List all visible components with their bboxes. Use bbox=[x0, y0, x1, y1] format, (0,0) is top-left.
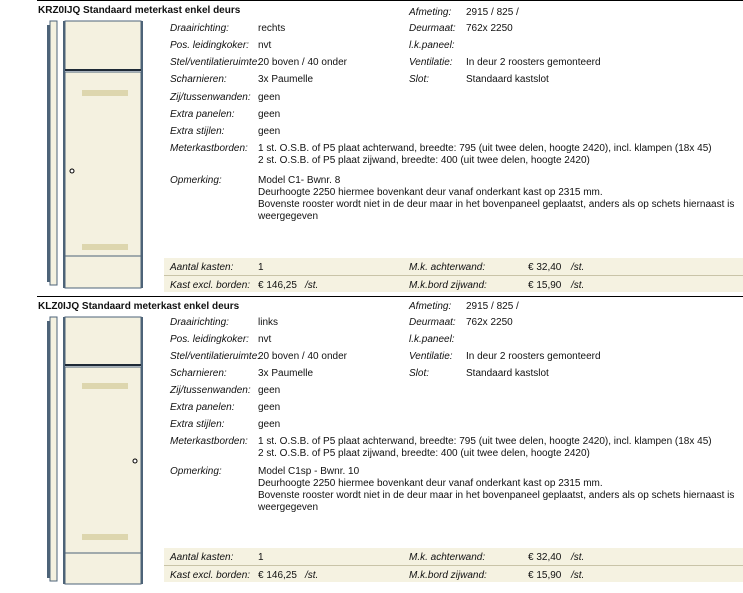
value-leidingkoker: nvt bbox=[258, 40, 272, 51]
value-slot: Standaard kastslot bbox=[466, 74, 549, 85]
value-tussenwanden: geen bbox=[258, 92, 281, 103]
label-leidingkoker: Pos. leidingkoker: bbox=[170, 334, 249, 345]
value-extra-stijlen: geen bbox=[258, 419, 281, 430]
label-ventilatie: Ventilatie: bbox=[409, 351, 453, 362]
label-mk-achterwand: M.k. achterwand: bbox=[409, 262, 486, 273]
value-ventilatie: In deur 2 roosters gemonteerd bbox=[466, 351, 601, 362]
label-draairichting: Draairichting: bbox=[170, 317, 229, 328]
label-aantal-kasten: Aantal kasten: bbox=[170, 552, 234, 563]
label-slot: Slot: bbox=[409, 74, 430, 85]
label-opmerking: Opmerking: bbox=[170, 175, 222, 186]
meterkastborden-list bbox=[258, 436, 738, 460]
label-afmeting: Afmeting: bbox=[409, 7, 452, 18]
value-afmeting: 2915 / 825 / bbox=[466, 301, 519, 312]
section-divider bbox=[37, 0, 743, 1]
opmerking-text bbox=[258, 175, 738, 223]
value-aantal-kasten: 1 bbox=[258, 552, 264, 563]
label-extra-stijlen: Extra stijlen: bbox=[170, 126, 225, 137]
unit-mk-achterwand: /st. bbox=[571, 262, 585, 273]
label-opmerking: Opmerking: bbox=[170, 466, 222, 477]
label-mk-achterwand: M.k. achterwand: bbox=[409, 552, 486, 563]
vent-grille-icon bbox=[82, 90, 128, 96]
label-scharnieren: Scharnieren: bbox=[170, 368, 227, 379]
value-extra-panelen: geen bbox=[258, 402, 281, 413]
label-lk-paneel: l.k.paneel: bbox=[409, 40, 455, 51]
opmerking-line: Deurhoogte 2250 hiermee bovenkant deur vanaf onderkant kast op 2315 mm. bbox=[258, 187, 603, 198]
label-extra-panelen: Extra panelen: bbox=[170, 402, 235, 413]
meterkastborden-list bbox=[258, 143, 738, 167]
cabinet-drawing-left-hinged bbox=[36, 313, 162, 591]
value-ventilatieruimte: 20 boven / 40 onder bbox=[258, 57, 347, 68]
borden-line: 2 st. O.S.B. of P5 plaat zijwand, breedte: 400 (uit twee delen, hoogte 2420) bbox=[258, 448, 590, 459]
opmerking-line: Model C1- Bwnr. 8 bbox=[258, 175, 341, 186]
unit-mk-bord-zijwand: /st. bbox=[571, 280, 585, 291]
value-leidingkoker: nvt bbox=[258, 334, 272, 345]
value-deurmaat: 762x 2250 bbox=[466, 23, 513, 34]
value-extra-panelen: geen bbox=[258, 109, 281, 120]
opmerking-line: Bovenste rooster wordt niet in de deur maar in het bovenpaneel geplaatst, anders als op schets hiernaast is weergegeven bbox=[258, 199, 735, 222]
borden-line: 1 st. O.S.B. of P5 plaat achterwand, breedte: 795 (uit twee delen, hoogte 2420), incl. klampen (18x 45) bbox=[258, 436, 712, 447]
vent-grille-icon bbox=[82, 383, 128, 389]
price-mk-bord-zijwand: € 15,90 bbox=[528, 570, 562, 581]
value-aantal-kasten: 1 bbox=[258, 262, 264, 273]
value-ventilatieruimte: 20 boven / 40 onder bbox=[258, 351, 347, 362]
cabinet-drawing-right-hinged bbox=[36, 17, 162, 295]
label-kast-excl-borden: Kast excl. borden: bbox=[170, 280, 251, 291]
vent-grille-icon bbox=[82, 244, 128, 250]
value-draairichting: rechts bbox=[258, 23, 286, 34]
price-mk-bord-zijwand: € 15,90 bbox=[528, 280, 562, 291]
unit-mk-bord-zijwand: /st. bbox=[571, 570, 585, 581]
value-afmeting: 2915 / 825 / bbox=[466, 7, 519, 18]
section-title: KRZ0IJQ Standaard meterkast enkel deurs bbox=[38, 5, 241, 16]
label-tussenwanden: Zij/tussenwanden: bbox=[170, 92, 251, 103]
label-ventilatie: Ventilatie: bbox=[409, 57, 453, 68]
door-lock-icon bbox=[70, 169, 74, 173]
value-draairichting: links bbox=[258, 317, 279, 328]
label-extra-stijlen: Extra stijlen: bbox=[170, 419, 225, 430]
value-tussenwanden: geen bbox=[258, 385, 281, 396]
label-slot: Slot: bbox=[409, 368, 430, 379]
price-mk-achterwand: € 32,40 bbox=[528, 552, 562, 563]
label-meterkastborden: Meterkastborden: bbox=[170, 436, 248, 447]
label-aantal-kasten: Aantal kasten: bbox=[170, 262, 234, 273]
label-deurmaat: Deurmaat: bbox=[409, 317, 456, 328]
label-deurmaat: Deurmaat: bbox=[409, 23, 456, 34]
label-extra-panelen: Extra panelen: bbox=[170, 109, 235, 120]
product-section-krz0ijq bbox=[0, 0, 743, 296]
section-title: KLZ0IJQ Standaard meterkast enkel deurs bbox=[38, 301, 240, 312]
borden-line: 2 st. O.S.B. of P5 plaat zijwand, breedte: 400 (uit twee delen, hoogte 2420) bbox=[258, 155, 590, 166]
opmerking-line: Model C1sp - Bwnr. 10 bbox=[258, 466, 360, 477]
unit-kast-excl-borden: /st. bbox=[305, 280, 319, 291]
value-deurmaat: 762x 2250 bbox=[466, 317, 513, 328]
borden-line: 1 st. O.S.B. of P5 plaat achterwand, breedte: 795 (uit twee delen, hoogte 2420), incl. klampen (18x 45) bbox=[258, 143, 712, 154]
unit-mk-achterwand: /st. bbox=[571, 552, 585, 563]
door-lock-icon bbox=[133, 459, 137, 463]
value-ventilatie: In deur 2 roosters gemonteerd bbox=[466, 57, 601, 68]
section-divider bbox=[37, 296, 743, 297]
opmerking-text bbox=[258, 466, 738, 514]
unit-kast-excl-borden: /st. bbox=[305, 570, 319, 581]
label-mk-bord-zijwand: M.k.bord zijwand: bbox=[409, 280, 487, 291]
price-kast-excl-borden: € 146,25 bbox=[258, 280, 297, 291]
vent-grille-icon bbox=[82, 534, 128, 540]
label-kast-excl-borden: Kast excl. borden: bbox=[170, 570, 251, 581]
label-afmeting: Afmeting: bbox=[409, 301, 452, 312]
opmerking-line: Bovenste rooster wordt niet in de deur maar in het bovenpaneel geplaatst, anders als op schets hiernaast is weergegeven bbox=[258, 490, 735, 513]
label-leidingkoker: Pos. leidingkoker: bbox=[170, 40, 249, 51]
label-draairichting: Draairichting: bbox=[170, 23, 229, 34]
value-slot: Standaard kastslot bbox=[466, 368, 549, 379]
opmerking-line: Deurhoogte 2250 hiermee bovenkant deur vanaf onderkant kast op 2315 mm. bbox=[258, 478, 603, 489]
value-extra-stijlen: geen bbox=[258, 126, 281, 137]
label-ventilatieruimte: Stel/ventilatieruimte: bbox=[170, 57, 261, 68]
label-mk-bord-zijwand: M.k.bord zijwand: bbox=[409, 570, 487, 581]
label-lk-paneel: l.k.paneel: bbox=[409, 334, 455, 345]
label-ventilatieruimte: Stel/ventilatieruimte: bbox=[170, 351, 261, 362]
value-scharnieren: 3x Paumelle bbox=[258, 74, 314, 85]
label-scharnieren: Scharnieren: bbox=[170, 74, 227, 85]
price-kast-excl-borden: € 146,25 bbox=[258, 570, 297, 581]
product-section-klz0ijq bbox=[0, 296, 743, 593]
label-tussenwanden: Zij/tussenwanden: bbox=[170, 385, 251, 396]
label-meterkastborden: Meterkastborden: bbox=[170, 143, 248, 154]
value-scharnieren: 3x Paumelle bbox=[258, 368, 314, 379]
price-mk-achterwand: € 32,40 bbox=[528, 262, 562, 273]
